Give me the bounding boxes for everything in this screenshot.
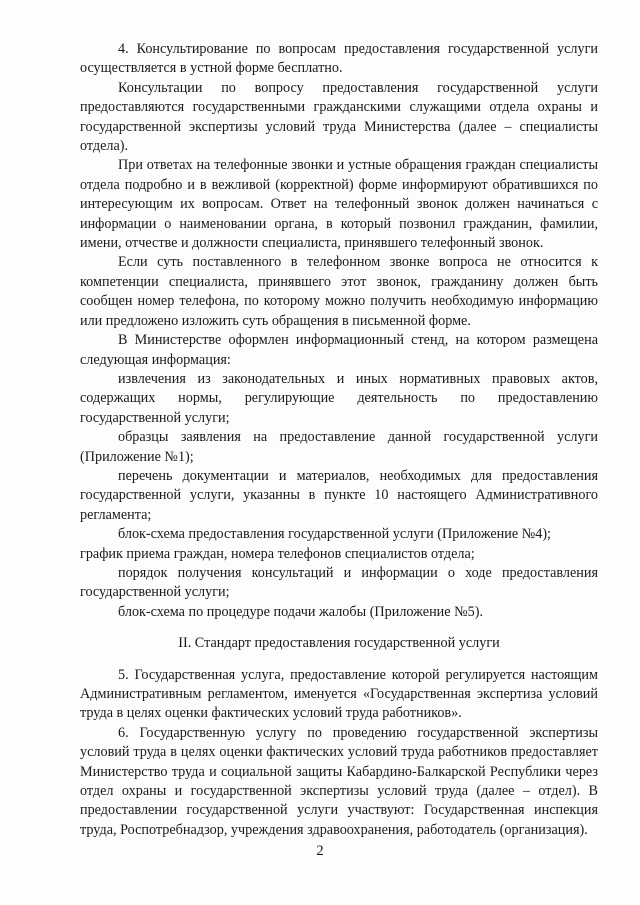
document-body: [80, 40, 598, 840]
list-item-documents-list: перечень документации и материалов, необходимых для предоставления государственной услуги, указанны в пункте 10 настоящего Административного регламента;: [80, 467, 598, 523]
paragraph-info-stand: В Министерстве оформлен информационный стенд, на котором размещена следующая информация:: [80, 332, 598, 368]
list-item-schedule: график приема граждан, номера телефонов специалистов отдела;: [80, 545, 475, 562]
paragraph-service-provider: 6. Государственную услугу по проведению государственной экспертизы условий труда в целях оценки фактических условий труда работников предоставляет Министерство труда и социальной защиты Кабардино-Балкарской Республики через отдел охраны и государственной экспертизы условий труда (далее – отдел). В предоставлении государственной услуги участвуют: Государственная инспекция труда, Роспотребнадзор, учреждения здравоохранения, работодатель (организация).: [80, 724, 598, 838]
paragraph-service-name: 5. Государственная услуга, предоставление которой регулируется настоящим Административным регламентом, именуется «Государственная экспертиза условий труда в целях оценки фактических условий труда работников».: [80, 666, 598, 722]
paragraph-consultation-staff: Консультации по вопросу предоставления государственной услуги предоставляются государственными гражданскими служащими отдела охраны и государственной экспертизы условий труда Министерства (далее – специалисты отдела).: [80, 79, 598, 155]
paragraph-phone-answers: При ответах на телефонные звонки и устные обращения граждан специалисты отдела подробно и в вежливой (корректной) форме информируют обратившихся по интересующим их вопросам. Ответ на телефонный звонок должен начинаться с информации о наименовании органа, в который позвонил гражданин, фамилии, имени, отчестве и должности специалиста, принявшего телефонный звонок.: [80, 157, 598, 252]
list-item-application-samples: образцы заявления на предоставление данной государственной услуги (Приложение №1);: [80, 429, 598, 465]
list-item-complaint-flowchart: блок-схема по процедуре подачи жалобы (Приложение №5).: [118, 603, 484, 620]
list-item-consultation-order: порядок получения консультаций и информации о ходе предоставления государственной услуги;: [80, 564, 598, 601]
page-number: 2: [316, 843, 324, 859]
list-item-flowchart: блок-схема предоставления государственной услуги (Приложение №4);: [118, 526, 552, 543]
paragraph-phone-redirect: Если суть поставленного в телефонном звонке вопроса не относится к компетенции специалиста, принявшего этот звонок, гражданину должен быть сообщен номер телефона, по которому можно получить необходимую информацию или предложено изложить суть обращения в письменной форме.: [80, 254, 598, 329]
paragraph-consultation-free: 4. Консультирование по вопросам предоставления государственной услуги осуществляется в устной форме бесплатно.: [80, 41, 598, 77]
list-item-legal-extracts: извлечения из законодательных и иных нормативных правовых актов, содержащих нормы, регулирующие деятельность по предоставлению государственной услуги;: [80, 370, 598, 426]
section-heading: II. Стандарт предоставления государственной услуги: [178, 635, 500, 652]
